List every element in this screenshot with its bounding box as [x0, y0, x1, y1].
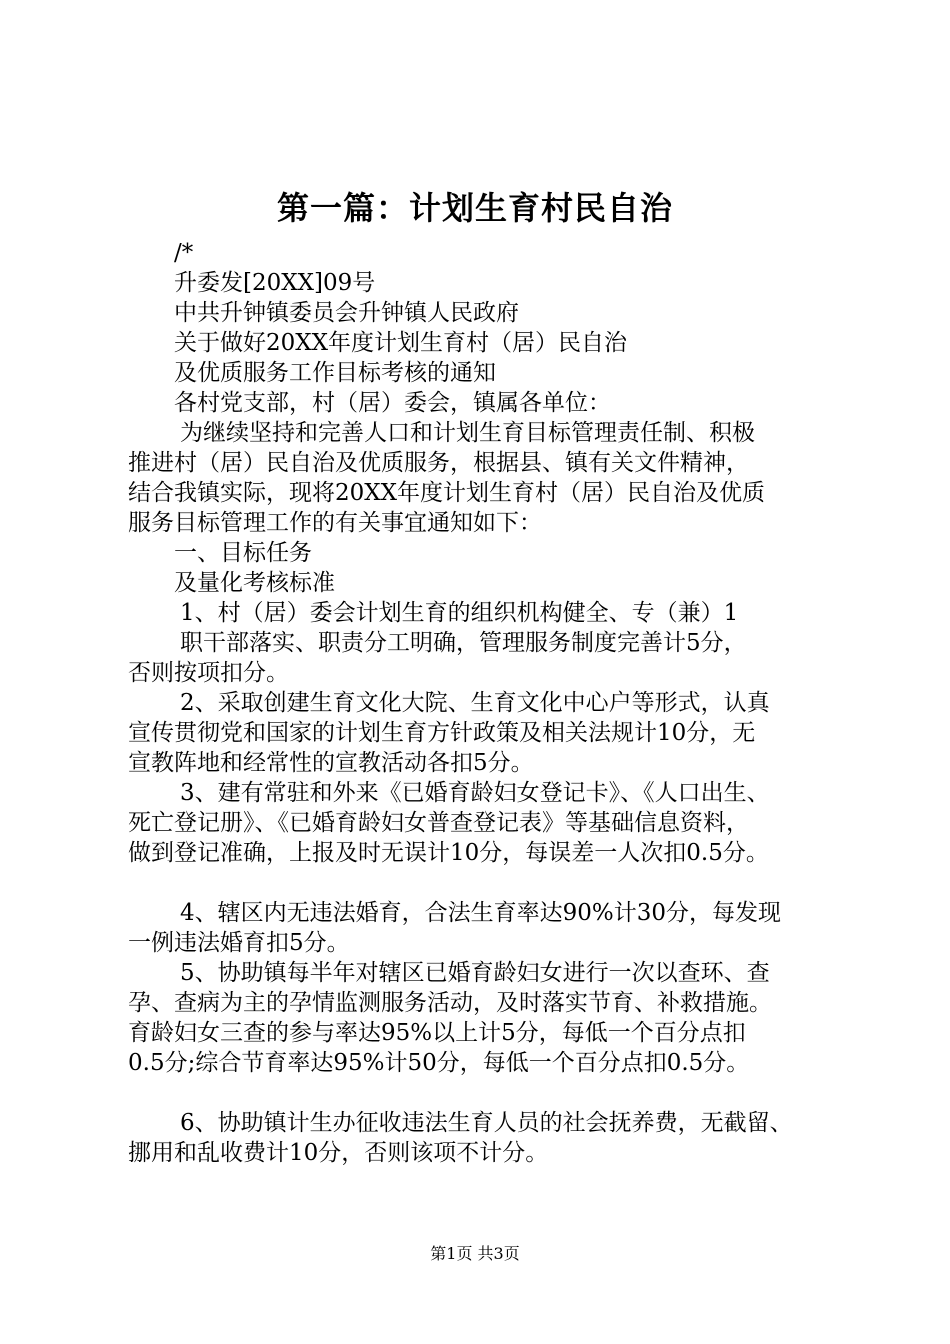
- item-3-line: 死亡登记册》、《已婚育龄妇女普查登记表》等基础信息资料，: [128, 810, 749, 836]
- recipients-line: 各村党支部，村（居）委会，镇属各单位：: [174, 390, 611, 416]
- issuing-authority: 中共升钟镇委员会升钟镇人民政府: [174, 300, 519, 326]
- document-body: [128, 238, 844, 1168]
- page-footer: 第1页 共3页: [430, 1244, 520, 1263]
- item-1-line: 1、村（居）委会计划生育的组织机构健全、专（兼）1: [180, 600, 739, 626]
- item-5-line: 孕、查病为主的孕情监测服务活动，及时落实节育、补救措施。: [128, 990, 772, 1016]
- item-6-line: 6、协助镇计生办征收违法生育人员的社会抚养费，无截留、: [180, 1110, 793, 1136]
- item-5-line: 5、协助镇每半年对辖区已婚育龄妇女进行一次以查环、查: [180, 960, 770, 986]
- item-1-line: 否则按项扣分。: [128, 660, 289, 686]
- item-4-line: 4、辖区内无违法婚育，合法生育率达90%计30分，每发现: [180, 900, 782, 926]
- section-heading-continued: 及量化考核标准: [174, 570, 335, 596]
- notice-title-line-1: 关于做好20XX年度计划生育村（居）民自治: [174, 330, 628, 356]
- item-1-line: 职干部落实、职责分工明确，管理服务制度完善计5分，: [180, 630, 747, 656]
- item-2-line: 宣传贯彻党和国家的计划生育方针政策及相关法规计10分，无: [128, 720, 756, 746]
- blank-line: [128, 1078, 844, 1108]
- paragraph-line: 结合我镇实际，现将20XX年度计划生育村（居）民自治及优质: [128, 480, 766, 506]
- section-heading: 一、目标任务: [174, 540, 312, 566]
- item-6-line: 挪用和乱收费计10分，否则该项不计分。: [128, 1140, 549, 1166]
- item-4-line: 一例违法婚育扣5分。: [128, 930, 350, 956]
- document-number: 升委发[20XX]09号: [174, 270, 376, 296]
- item-5-line: 育龄妇女三查的参与率达95%以上计5分，每低一个百分点扣: [128, 1020, 746, 1046]
- text-line: /*: [174, 240, 194, 266]
- item-2-line: 宣教阵地和经常性的宣教活动各扣5分。: [128, 750, 534, 776]
- notice-title-line-2: 及优质服务工作目标考核的通知: [174, 360, 496, 386]
- item-3-line: 3、建有常驻和外来《已婚育龄妇女登记卡》、《人口出生、: [180, 780, 770, 806]
- paragraph-line: 为继续坚持和完善人口和计划生育目标管理责任制、积极: [180, 420, 755, 446]
- paragraph-line: 推进村（居）民自治及优质服务，根据县、镇有关文件精神，: [128, 450, 749, 476]
- document-title: 第一篇：计划生育村民自治: [276, 189, 673, 227]
- blank-line: [128, 868, 844, 898]
- item-5-line: 0.5分;综合节育率达95%计50分，每低一个百分点扣0.5分。: [128, 1050, 750, 1076]
- paragraph-line: 服务目标管理工作的有关事宜通知如下：: [128, 510, 542, 536]
- item-2-line: 2、采取创建生育文化大院、生育文化中心户等形式，认真: [180, 690, 770, 716]
- item-3-line: 做到登记准确，上报及时无误计10分，每误差一人次扣0.5分。: [128, 840, 769, 866]
